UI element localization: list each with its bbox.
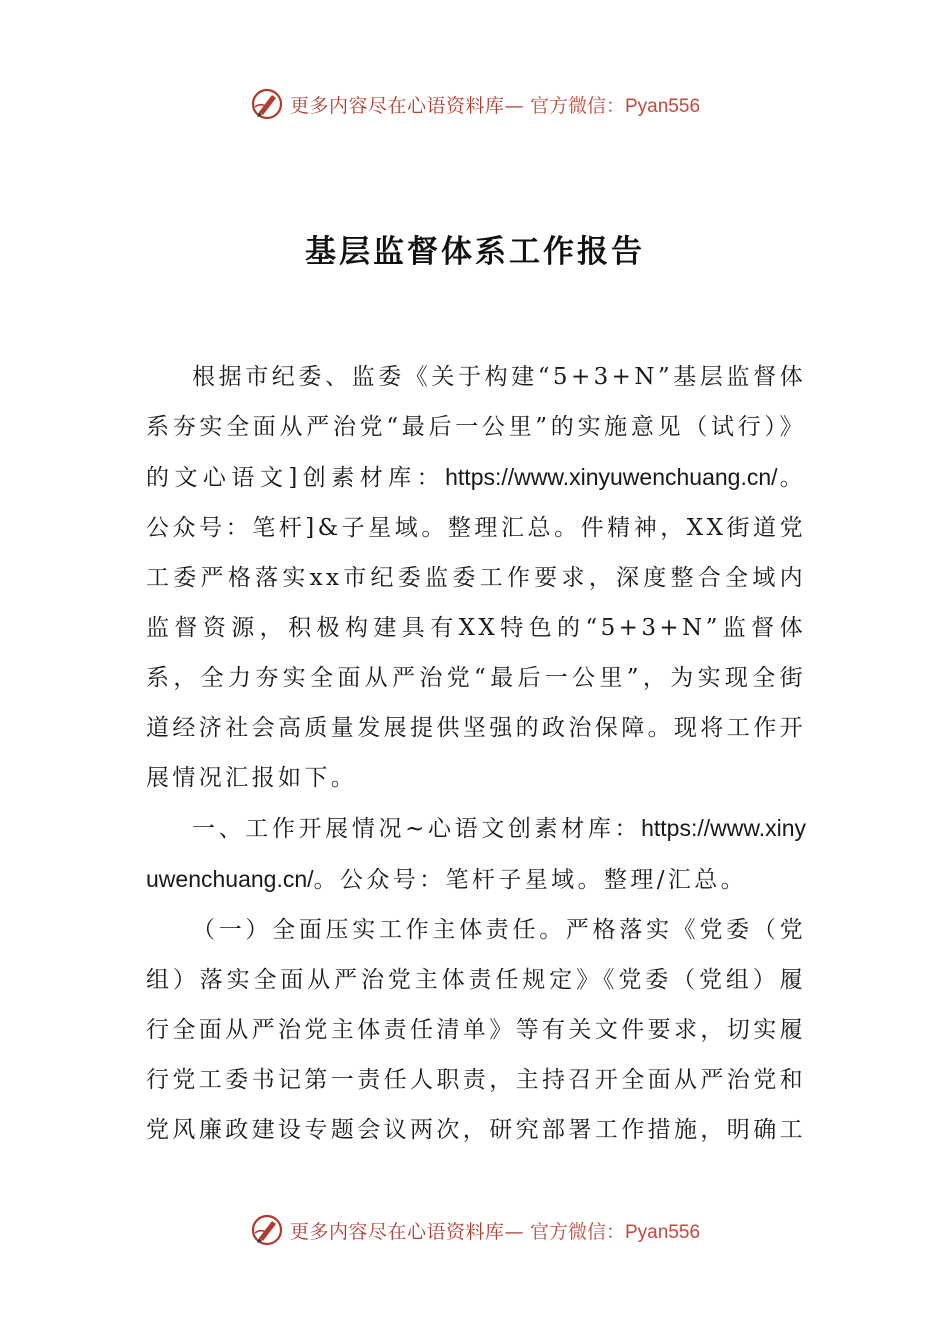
paragraph-3: （一）全面压实工作主体责任。严格落实《党委（党组）落实全面从严治党主体责任规定》《党委（党组）履行全面从严治党主体责任清单》等有关文件要求，切实履行党工委书记第一责任人职责，主持召开全面从严治党和党风廉政建设专题会议两次，研究部署工作措施，明确工 [146, 917, 806, 1143]
header-banner-text: 更多内容尽在心语资料库— [289, 94, 524, 117]
header-banner [0, 84, 950, 124]
document-title: 基层监督体系工作报告 [305, 234, 645, 270]
paragraph-1-text-b: 。公众号：笔杆]&子星域。整理汇总。件精神，XX街道党工委严格落实xx市纪委监委工作要求，深度整合全域内监督资源，积极构建具有XX特色的“5+3+N”监督体系，全力夯实全面从严治党“最后一公里”，为实现全街道经济社会高质量发展提供坚强的政治保障。现将工作开展情况汇报如下。 [146, 465, 806, 791]
paragraph-2-text-b: 。公众号：笔杆子星域。整理/汇总。 [313, 867, 748, 893]
header-banner-wechat: 官方微信：Pyan556 [530, 95, 701, 117]
footer-banner [0, 1210, 950, 1250]
paragraph-1-url: https://www.xinyuwenchuang.cn/ [445, 464, 778, 490]
pen-logo-icon [250, 1213, 284, 1247]
paragraph-2-url: https://www.xinyuwenchuang.cn/ [146, 815, 806, 892]
paragraph-1-text-a: 根据市纪委、监委《关于构建“5+3+N”基层监督体系夯实全面从严治党“最后一公里”的实施意见（试行）》的文心语文]创素材库： [146, 364, 806, 491]
paragraph-2 [146, 803, 806, 905]
document-body [146, 352, 806, 1155]
paragraph-1 [146, 352, 806, 803]
paragraph-2-text-a: 一、工作开展情况~心语文创素材库： [192, 816, 642, 842]
pen-logo-icon [250, 87, 284, 121]
footer-banner-wechat: 官方微信：Pyan556 [530, 1221, 701, 1243]
footer-banner-text: 更多内容尽在心语资料库— [289, 1220, 524, 1243]
